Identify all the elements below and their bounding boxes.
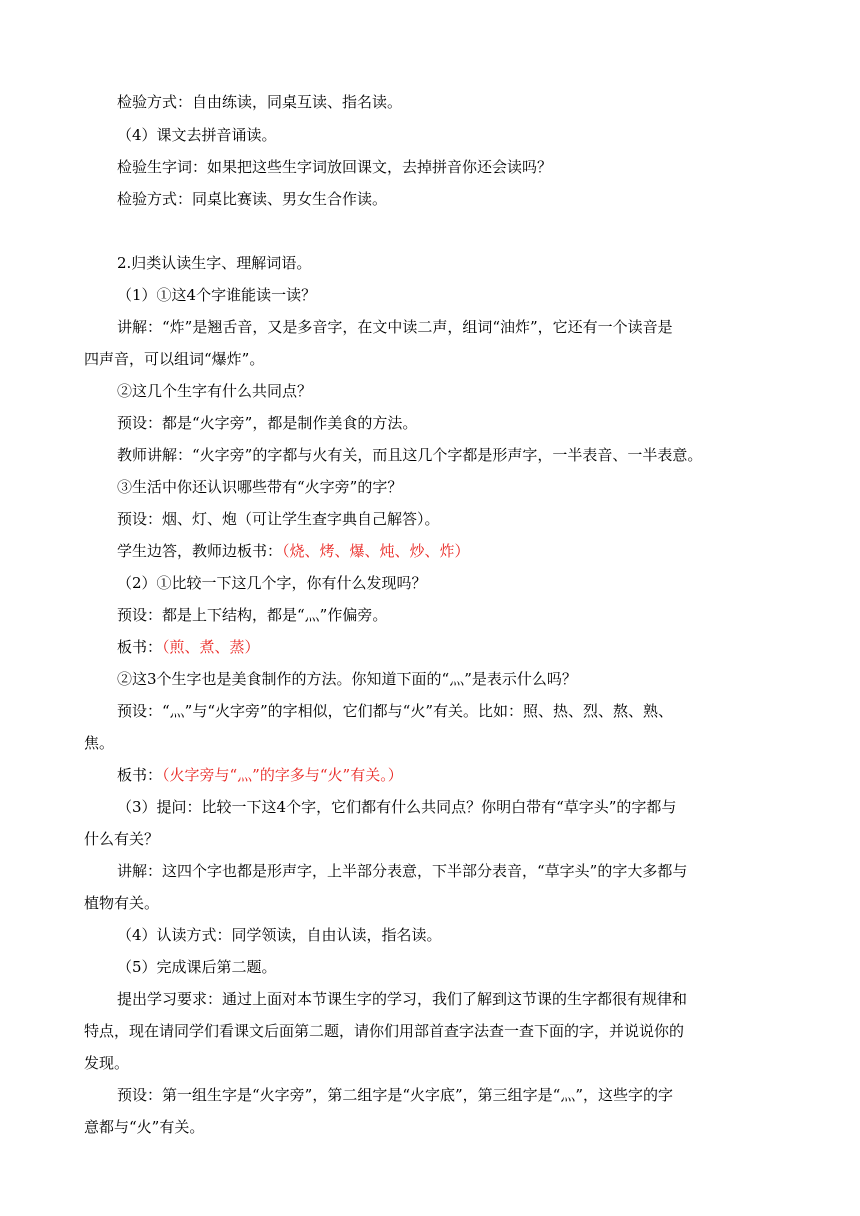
paragraph-check-method-2: 检验方式：同桌比赛读、男女生合作读。 [117, 190, 388, 208]
section-heading-2: 2.归类认读生字、理解词语。 [117, 254, 312, 272]
board-prefix-3: 板书： [117, 766, 163, 784]
board-prefix-1: 学生边答，教师边板书： [117, 542, 283, 560]
paragraph-step-5: （5）完成课后第二题。 [117, 958, 277, 976]
paragraph-question-1: （1）①这4个字谁能读一读？ [117, 286, 317, 304]
paragraph-step-4-read: （4）认读方式：同学领读，自由认读，指名读。 [117, 926, 442, 944]
board-highlight-3: （火字旁与“灬”的字多与“火”有关。） [162, 766, 403, 784]
board-prefix-2: 板书： [117, 638, 163, 656]
paragraph-preset-2: 预设：烟、灯、炮（可让学生查字典自己解答）。 [117, 510, 440, 528]
paragraph-step-3-line-1: （3）提问：比较一下这4个字，它们都有什么共同点？你明白带有“草字头”的字都与 [117, 798, 677, 816]
paragraph-step-3-line-2: 什么有关？ [84, 830, 160, 848]
paragraph-preset-4-line-2: 焦。 [84, 734, 115, 752]
paragraph-preset-4-line-1: 预设：“灬”与“火字旁”的字相似，它们都与“火”有关。比如：照、热、烈、熬、熟、 [117, 702, 674, 720]
paragraph-preset-1: 预设：都是“火字旁”，都是制作美食的方法。 [117, 414, 418, 432]
paragraph-question-4: ②这3个生字也是美食制作的方法。你知道下面的“灬”是表示什么吗？ [117, 670, 577, 688]
paragraph-requirement-line-2: 特点，现在请同学们看课文后面第二题，请你们用部首查字法查一查下面的字，并说说你的 [84, 1022, 685, 1040]
paragraph-check-words: 检验生字词：如果把这些生字词放回课文，去掉拼音你还会读吗？ [117, 158, 553, 176]
paragraph-requirement-line-3: 发现。 [84, 1054, 130, 1072]
paragraph-preset-3: 预设：都是上下结构，都是“灬”作偏旁。 [117, 606, 388, 624]
paragraph-board-3 [117, 765, 807, 785]
paragraph-board-1 [117, 541, 807, 561]
board-highlight-2: （煎、煮、蒸） [162, 638, 260, 656]
paragraph-requirement-line-1: 提出学习要求：通过上面对本节课生字的学习，我们了解到这节课的生字都很有规律和 [117, 990, 688, 1008]
paragraph-step-4: （4）课文去拼音诵读。 [117, 126, 277, 144]
paragraph-preset-5-line-2: 意都与“火”有关。 [84, 1118, 205, 1136]
board-highlight-1: （烧、烤、爆、炖、炒、炸） [282, 542, 470, 560]
paragraph-explain-grass-1: 讲解：这四个字也都是形声字，上半部分表意，下半部分表音，“草字头”的字大多都与 [117, 862, 688, 880]
paragraph-teacher-explain: 教师讲解：“火字旁”的字都与火有关，而且这几个字都是形声字，一半表音、一半表意。 [117, 446, 703, 464]
paragraph-explain-zha-2: 四声音，可以组词“爆炸”。 [84, 350, 265, 368]
paragraph-preset-5-line-1: 预设：第一组生字是“火字旁”，第二组字是“火字底”，第三组字是“灬”，这些字的字 [117, 1086, 674, 1104]
paragraph-compare-1: （2）①比较一下这几个字，你有什么发现吗？ [117, 574, 427, 592]
paragraph-explain-zha-1: 讲解：“炸”是翘舌音，又是多音字，在文中读二声，组词“油炸”，它还有一个读音是 [117, 318, 673, 336]
paragraph-question-3: ③生活中你还认识哪些带有“火字旁”的字？ [117, 478, 403, 496]
paragraph-board-2 [117, 637, 807, 657]
paragraph-check-method-1: 检验方式：自由练读，同桌互读、指名读。 [117, 93, 403, 111]
paragraph-question-2: ②这几个生字有什么共同点？ [117, 382, 313, 400]
paragraph-explain-grass-2: 植物有关。 [84, 894, 160, 912]
